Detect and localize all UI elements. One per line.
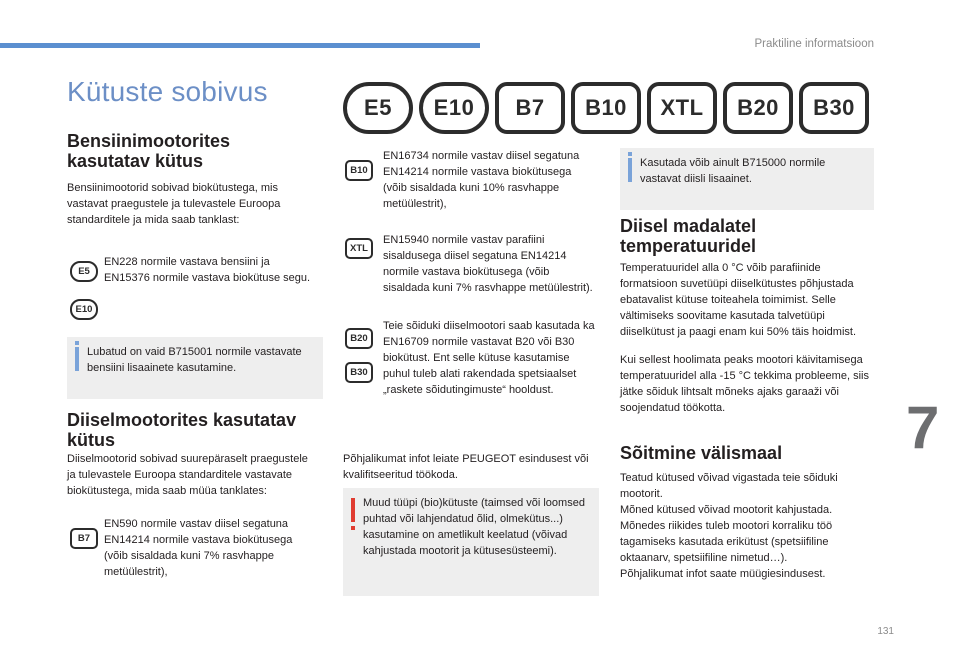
petrol-info-note <box>67 337 323 399</box>
section-header: Praktiline informatsioon <box>754 38 874 50</box>
fuel-badge-label: XTL <box>660 95 704 120</box>
b10-description: EN16734 normile vastav diisel segatuna EN14214 normile vastava biokütusega (võib sisaldada kuni 10% rasvhappe metüülestrit), <box>383 150 580 210</box>
b7-icon <box>70 528 98 549</box>
heading-petrol: Bensiinimootorites kasutatav kütus <box>67 131 231 171</box>
more-info-text: Põhjalikumat infot leiate PEUGEOT esindusest või kvalifitseeritud töökoda. <box>343 453 589 481</box>
abroad-text: Teatud kütused võivad vigastada teie sõiduki mootorit. <box>620 472 838 500</box>
fuel-badge-b7 <box>495 82 565 134</box>
fuel-badge-label: B10 <box>585 95 627 120</box>
page-number: 131 <box>877 626 894 637</box>
heading-driving-abroad: Sõitmine välismaal <box>620 443 783 463</box>
b7-icon-label: B7 <box>77 533 91 544</box>
cold-weather-text: Temperatuuridel alla 0 °C võib parafiinide formatsioon suvetüüpi diiselkütustes põhjustada ebatavalist kütuse toiteahela toimimist. Selle vältimiseks soovitame kasutada talvetüüpi diiselkütust ja paagi enam kui 50% täis hoidmist. <box>620 262 857 338</box>
b10-icon-label: B10 <box>350 165 368 176</box>
e10-icon <box>70 299 98 320</box>
b30-icon <box>345 362 373 383</box>
fuel-badge-e5 <box>343 82 413 134</box>
diesel-additive-note <box>620 148 874 210</box>
fuel-badge-b10 <box>571 82 641 134</box>
diesel-intro: Diiselmootorid sobivad suurepäraselt praegustele ja tulevastele Euroopa standarditele vastavate biokütustega, mida saab müüa tanklates: <box>67 453 308 497</box>
fuel-badge-row <box>343 82 869 134</box>
e5-icon <box>70 261 98 282</box>
fuel-badge-b20 <box>723 82 793 134</box>
warning-icon <box>351 498 355 522</box>
e5-icon-label: E5 <box>78 266 90 277</box>
heading-cold-weather: Diisel madalatel temperatuuridel <box>620 216 757 256</box>
abroad-text-2: Mõned kütused võivad mootorit kahjustada. Mõnedes riikides tuleb mootori korraliku töö tagamiseks kasutada erikütust (spetsiifiline oktaanarv, spetsiifiline nimetud…). <box>620 504 833 564</box>
b20-b30-description: Teie sõiduki diiselmootori saab kasutada ka EN16709 normile vastavat B20 või B30 biokütust. Ent selle kütuse kasutamise puhul tuleb alati rakendada spetsiaalset „raskete sõidutingimuste“ hooldust. <box>383 320 595 396</box>
e10-icon-label: E10 <box>75 304 93 315</box>
fuel-badge-label: B20 <box>737 95 779 120</box>
warning-note <box>343 488 599 596</box>
b10-icon <box>345 160 373 181</box>
xtl-icon <box>345 238 373 259</box>
warning-note-text: Muud tüüpi (bio)kütuste (taimsed või loomsed puhtad või lahjendatud õlid, olmekütus...) kasutamine on ametlikult keelatud (võivad kahjustada mootorit ja kütusesüsteemi). <box>363 497 585 557</box>
diesel-additive-text: Kasutada võib ainult B715000 normile vastavat diisli lisaainet. <box>640 157 826 185</box>
petrol-note-text: Lubatud on vaid B715001 normile vastavate bensiini lisaainete kasutamine. <box>87 346 302 374</box>
b20-icon-label: B20 <box>350 333 368 344</box>
fuel-badge-label: B30 <box>813 95 855 120</box>
e5-e10-description: EN228 normile vastava bensiini ja EN15376 normile vastava biokütuse segu. <box>104 256 311 284</box>
fuel-badge-label: E10 <box>433 95 475 120</box>
b20-icon <box>345 328 373 349</box>
chapter-number: 7 <box>906 394 940 461</box>
fuel-badge-b30 <box>799 82 869 134</box>
xtl-description: EN15940 normile vastav parafiini sisaldusega diisel segatuna EN14214 normile vastava biokütusega (võib sisaldada kuni 7% rasvhappe metüülestrit). <box>383 234 593 294</box>
heading-diesel: Diiselmootorites kasutatav kütus <box>67 410 297 450</box>
info-icon <box>628 158 632 182</box>
xtl-icon-label: XTL <box>350 243 368 254</box>
info-icon <box>75 347 79 371</box>
abroad-text-3: Põhjalikumat infot saate müügiesindusest. <box>620 568 826 580</box>
page-title: Kütuste sobivus <box>67 76 268 107</box>
fuel-badge-label: B7 <box>515 95 545 120</box>
fuel-badge-e10 <box>419 82 489 134</box>
cold-weather-text-2: Kui sellest hoolimata peaks mootori käivitamisega temperatuuridel alla -15 °C tekkima probleeme, siis jätke sõiduk lihtsalt mõneks ajaks garaaži või soojendatud töökotta. <box>620 354 869 414</box>
top-accent-bar <box>0 43 480 48</box>
fuel-badge-xtl <box>647 82 717 134</box>
petrol-intro: Bensiinimootorid sobivad biokütustega, mis vastavat praegustele ja tulevastele Euroopa standarditele ja mida saab tanklast: <box>67 182 281 226</box>
b7-description: EN590 normile vastav diisel segatuna EN14214 normile vastava biokütusega (võib sisaldada kuni 7% rasvhappe metüülestrit), <box>104 518 293 578</box>
b30-icon-label: B30 <box>350 367 368 378</box>
fuel-badge-label: E5 <box>364 95 392 120</box>
